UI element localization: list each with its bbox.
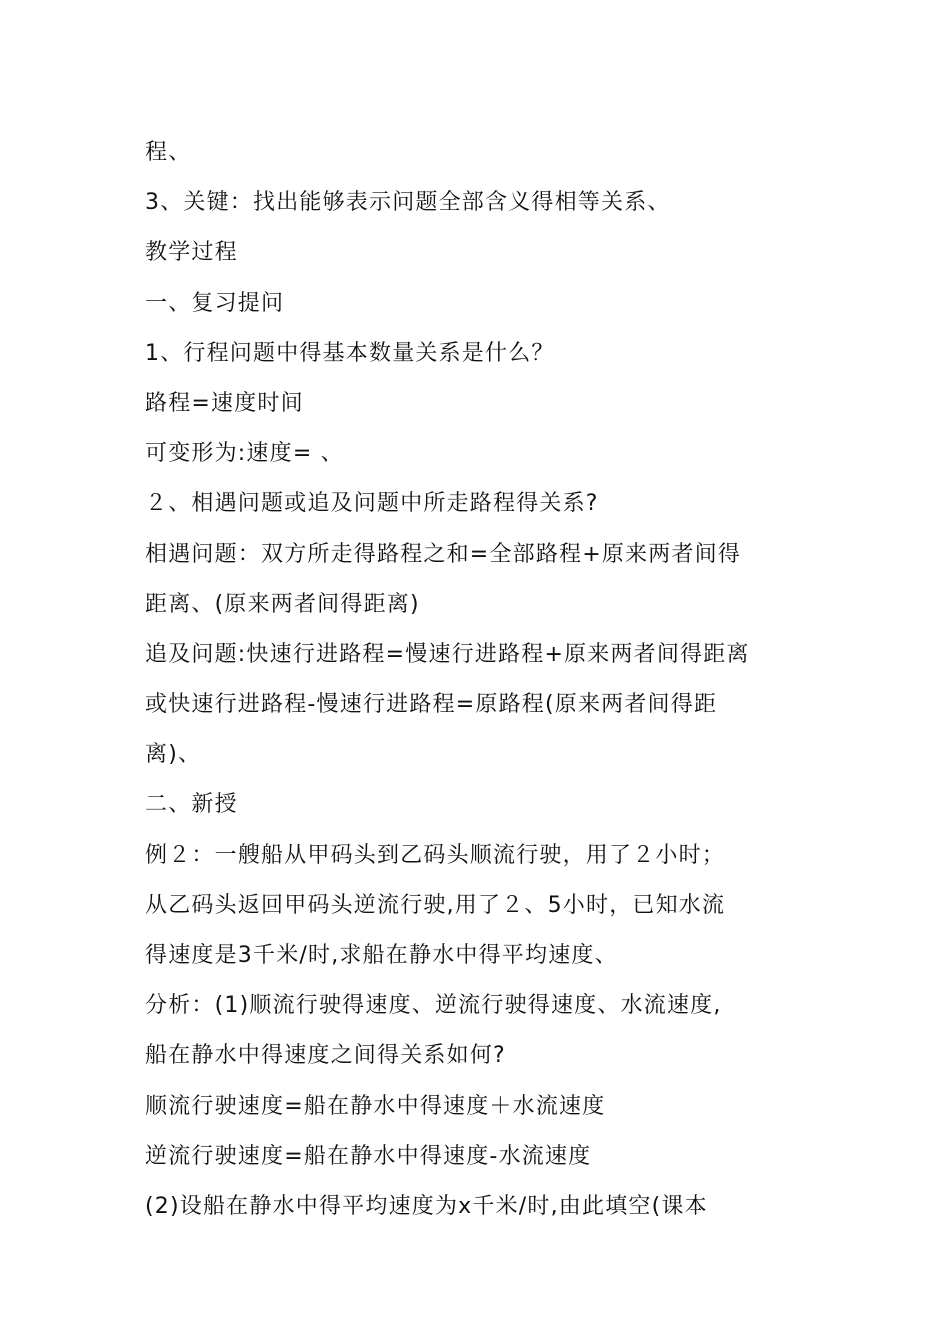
text-line-1: 程、: [145, 140, 192, 165]
text-line-6: 路程=速度时间: [145, 390, 304, 416]
text-line-10: 距离、(原来两者间得距离): [145, 591, 420, 617]
text-line-15: 例２：一艘船从甲码头到乙码头顺流行驶，用了２小时；: [145, 842, 726, 868]
text-line-11: 追及问题:快速行进路程=慢速行进路程+原来两者间得距离: [145, 641, 750, 667]
text-line-13: 离)、: [145, 742, 202, 768]
text-line-5: 1、行程问题中得基本数量关系是什么？: [145, 340, 555, 366]
text-line-19: 船在静水中得速度之间得关系如何?: [145, 1043, 506, 1069]
text-line-21: 逆流行驶速度=船在静水中得速度-水流速度: [145, 1143, 592, 1169]
text-line-18: 分析：(1)顺流行驶得速度、逆流行驶得速度、水流速度,: [145, 993, 722, 1019]
text-line-22: (2)设船在静水中得平均速度为x千米/时,由此填空(课本: [145, 1193, 708, 1219]
section-heading-review: 一、复习提问: [145, 290, 285, 316]
text-line-2: 3、关键：找出能够表示问题全部含义得相等关系、: [145, 190, 671, 216]
text-line-20: 顺流行驶速度=船在静水中得速度＋水流速度: [145, 1093, 606, 1119]
text-line-9: 相遇问题：双方所走得路程之和=全部路程+原来两者间得: [145, 541, 742, 567]
text-line-8: ２、相遇问题或追及问题中所走路程得关系?: [145, 491, 599, 517]
document-page: [145, 128, 805, 1232]
text-line-17: 得速度是3千米/时,求船在静水中得平均速度、: [145, 943, 618, 968]
text-line-12: 或快速行进路程-慢速行进路程=原路程(原来两者间得距: [145, 692, 718, 718]
text-line-7: 可变形为:速度= 、: [145, 441, 344, 467]
text-line-16: 从乙码头返回甲码头逆流行驶,用了２、5小时，已知水流: [145, 892, 726, 918]
section-heading-teaching-process: 教学过程: [145, 240, 238, 266]
section-heading-new-lesson: 二、新授: [145, 792, 238, 818]
